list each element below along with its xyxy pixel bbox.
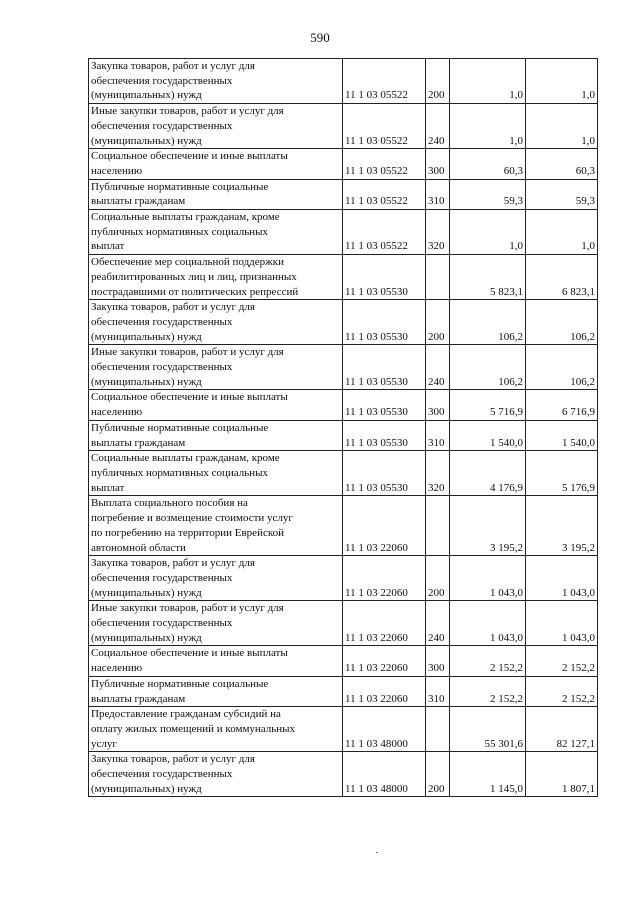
amount-second-cell: 1 540,0 [526, 420, 598, 450]
target-code-cell: 11 1 03 05522 [343, 179, 426, 209]
table-row [89, 390, 598, 420]
expense-type-cell: 310 [426, 179, 450, 209]
target-code-cell: 11 1 03 05530 [343, 300, 426, 345]
expense-name-cell: Закупка товаров, работ и услуг для обеспечения государственных (муниципальных) нужд [89, 556, 343, 601]
amount-second-cell: 2 152,2 [526, 646, 598, 676]
expense-name-cell: Публичные нормативные социальные выплаты гражданам [89, 420, 343, 450]
amount-first-cell: 5 716,9 [450, 390, 526, 420]
amount-second-cell: 6 716,9 [526, 390, 598, 420]
amount-first-cell: 1,0 [450, 104, 526, 149]
expense-type-cell: 200 [426, 752, 450, 797]
amount-second-cell: 2 152,2 [526, 676, 598, 706]
target-code-cell: 11 1 03 05530 [343, 345, 426, 390]
table-row [89, 255, 598, 300]
expense-name-cell: Предоставление гражданам субсидий на оплату жилых помещений и коммунальных услуг [89, 707, 343, 752]
target-code-cell: 11 1 03 22060 [343, 556, 426, 601]
table-row [89, 59, 598, 104]
amount-second-cell: 1 043,0 [526, 556, 598, 601]
expense-name-cell: Публичные нормативные социальные выплаты гражданам [89, 179, 343, 209]
amount-first-cell: 3 195,2 [450, 496, 526, 556]
amount-second-cell: 1 043,0 [526, 601, 598, 646]
table-row [89, 556, 598, 601]
expense-type-cell: 240 [426, 601, 450, 646]
table-row [89, 646, 598, 676]
target-code-cell: 11 1 03 05522 [343, 210, 426, 255]
table-row [89, 149, 598, 179]
table-row [89, 451, 598, 496]
amount-second-cell: 106,2 [526, 300, 598, 345]
expense-name-cell: Обеспечение мер социальной поддержки реабилитированных лиц и лиц, признанных пострадавшими от политических репрессий [89, 255, 343, 300]
expense-name-cell: Публичные нормативные социальные выплаты гражданам [89, 676, 343, 706]
amount-first-cell: 59,3 [450, 179, 526, 209]
amount-second-cell: 1,0 [526, 210, 598, 255]
amount-first-cell: 1,0 [450, 210, 526, 255]
amount-first-cell: 4 176,9 [450, 451, 526, 496]
expense-type-cell [426, 255, 450, 300]
expense-type-cell: 300 [426, 149, 450, 179]
table-row [89, 300, 598, 345]
expense-type-cell: 200 [426, 59, 450, 104]
amount-second-cell: 5 176,9 [526, 451, 598, 496]
amount-first-cell: 2 152,2 [450, 676, 526, 706]
expense-type-cell [426, 707, 450, 752]
amount-second-cell: 6 823,1 [526, 255, 598, 300]
table-row [89, 104, 598, 149]
amount-second-cell: 82 127,1 [526, 707, 598, 752]
expense-name-cell: Закупка товаров, работ и услуг для обеспечения государственных (муниципальных) нужд [89, 752, 343, 797]
table-row [89, 496, 598, 556]
table-row [89, 420, 598, 450]
expense-name-cell: Иные закупки товаров, работ и услуг для обеспечения государственных (муниципальных) нужд [89, 345, 343, 390]
target-code-cell: 11 1 03 05522 [343, 104, 426, 149]
target-code-cell: 11 1 03 22060 [343, 646, 426, 676]
target-code-cell: 11 1 03 05522 [343, 59, 426, 104]
target-code-cell: 11 1 03 22060 [343, 496, 426, 556]
amount-first-cell: 5 823,1 [450, 255, 526, 300]
amount-first-cell: 1 043,0 [450, 556, 526, 601]
expense-name-cell: Социальное обеспечение и иные выплаты населению [89, 149, 343, 179]
amount-first-cell: 1 145,0 [450, 752, 526, 797]
target-code-cell: 11 1 03 22060 [343, 601, 426, 646]
expense-type-cell: 310 [426, 676, 450, 706]
expense-name-cell: Выплата социального пособия на погребение и возмещение стоимости услуг по погребению на территории Еврейской автономной области [89, 496, 343, 556]
amount-second-cell: 1,0 [526, 59, 598, 104]
table-row [89, 345, 598, 390]
scan-speck [376, 852, 378, 853]
budget-table [88, 58, 598, 797]
expense-type-cell: 300 [426, 390, 450, 420]
budget-table-body [89, 59, 598, 797]
amount-first-cell: 1 540,0 [450, 420, 526, 450]
table-row [89, 707, 598, 752]
page-number: 590 [310, 30, 330, 45]
expense-type-cell: 240 [426, 345, 450, 390]
expense-name-cell: Социальное обеспечение и иные выплаты населению [89, 390, 343, 420]
expense-type-cell: 310 [426, 420, 450, 450]
expense-type-cell [426, 496, 450, 556]
expense-type-cell: 300 [426, 646, 450, 676]
table-row [89, 676, 598, 706]
amount-second-cell: 1 807,1 [526, 752, 598, 797]
amount-first-cell: 55 301,6 [450, 707, 526, 752]
target-code-cell: 11 1 03 48000 [343, 707, 426, 752]
target-code-cell: 11 1 03 05530 [343, 255, 426, 300]
amount-first-cell: 2 152,2 [450, 646, 526, 676]
amount-second-cell: 106,2 [526, 345, 598, 390]
expense-type-cell: 320 [426, 210, 450, 255]
expense-name-cell: Социальные выплаты гражданам, кроме публичных нормативных социальных выплат [89, 210, 343, 255]
target-code-cell: 11 1 03 22060 [343, 676, 426, 706]
expense-name-cell: Закупка товаров, работ и услуг для обеспечения государственных (муниципальных) нужд [89, 300, 343, 345]
amount-first-cell: 106,2 [450, 300, 526, 345]
table-row [89, 601, 598, 646]
amount-second-cell: 59,3 [526, 179, 598, 209]
target-code-cell: 11 1 03 48000 [343, 752, 426, 797]
expense-name-cell: Социальные выплаты гражданам, кроме публичных нормативных социальных выплат [89, 451, 343, 496]
expense-name-cell: Иные закупки товаров, работ и услуг для обеспечения государственных (муниципальных) нужд [89, 104, 343, 149]
amount-first-cell: 60,3 [450, 149, 526, 179]
expense-name-cell: Иные закупки товаров, работ и услуг для обеспечения государственных (муниципальных) нужд [89, 601, 343, 646]
expense-name-cell: Социальное обеспечение и иные выплаты населению [89, 646, 343, 676]
amount-first-cell: 1 043,0 [450, 601, 526, 646]
expense-name-cell: Закупка товаров, работ и услуг для обеспечения государственных (муниципальных) нужд [89, 59, 343, 104]
amount-second-cell: 60,3 [526, 149, 598, 179]
expense-type-cell: 200 [426, 300, 450, 345]
expense-type-cell: 200 [426, 556, 450, 601]
target-code-cell: 11 1 03 05530 [343, 390, 426, 420]
expense-type-cell: 320 [426, 451, 450, 496]
target-code-cell: 11 1 03 05530 [343, 420, 426, 450]
expense-type-cell: 240 [426, 104, 450, 149]
table-row [89, 752, 598, 797]
amount-second-cell: 1,0 [526, 104, 598, 149]
table-row [89, 179, 598, 209]
target-code-cell: 11 1 03 05530 [343, 451, 426, 496]
amount-first-cell: 1,0 [450, 59, 526, 104]
amount-second-cell: 3 195,2 [526, 496, 598, 556]
table-row [89, 210, 598, 255]
amount-first-cell: 106,2 [450, 345, 526, 390]
target-code-cell: 11 1 03 05522 [343, 149, 426, 179]
